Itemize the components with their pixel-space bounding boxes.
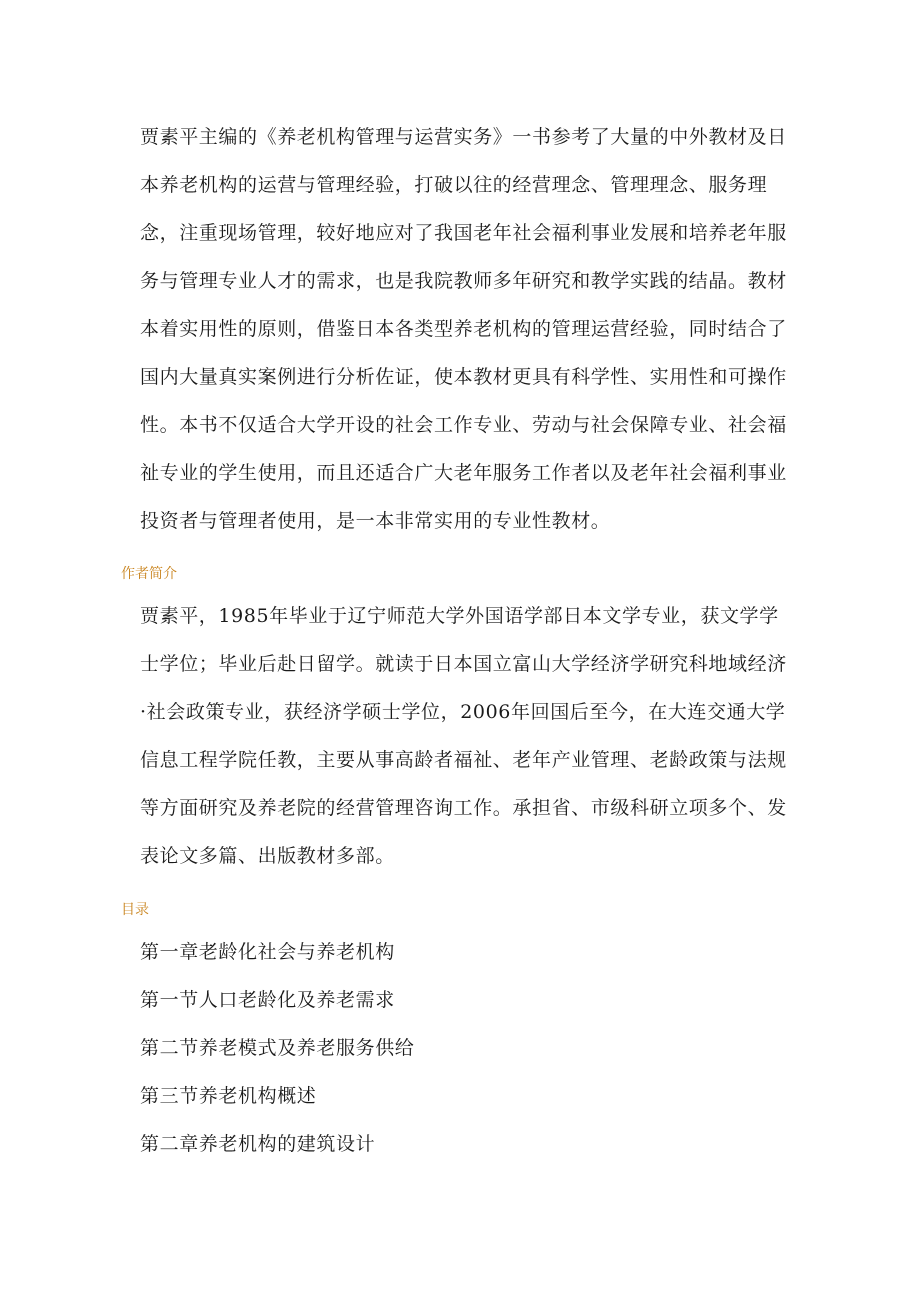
intro-paragraph: 贾素平主编的《养老机构管理与运营实务》一书参考了大量的中外教材及日本养老机构的运营与管理经验，打破以往的经营理念、管理理念、服务理念，注重现场管理，较好地应对了我国老年社会福利事业发展和培养老年服务与管理专业人才的需求，也是我院教师多年研究和教学实践的结晶。教材本着实用性的原则，借鉴日本各类型养老机构的管理运营经验，同时结合了国内大量真实案例进行分析佐证，使本教材更具有科学性、实用性和可操作性。本书不仅适合大学开设的社会工作专业、劳动与社会保障专业、社会福祉专业的学生使用，而且还适合广大老年服务工作者以及老年社会福利事业投资者与管理者使用，是一本非常实用的专业性教材。 (140, 126, 787, 532)
toc-item: 第三节养老机构概述 (140, 1085, 317, 1107)
toc-heading: 目录 (121, 902, 149, 918)
toc-list (140, 928, 414, 1168)
author-heading: 作者简介 (121, 566, 177, 582)
toc-item: 第一节人口老龄化及养老需求 (140, 989, 395, 1011)
author-paragraph: 贾素平，1985年毕业于辽宁师范大学外国语学部日本文学专业，获文学学士学位；毕业后赴日留学。就读于日本国立富山大学经济学研究科地域经济·社会政策专业，获经济学硕士学位，2006年回国后至今，在大连交通大学信息工程学院任教，主要从事高龄者福祉、老年产业管理、老龄政策与法规等方面研究及养老院的经营管理咨询工作。承担省、市级科研立项多个、发表论文多篇、出版教材多部。 (140, 605, 787, 867)
toc-item: 第一章老龄化社会与养老机构 (140, 941, 395, 963)
toc-item: 第二章养老机构的建筑设计 (140, 1133, 376, 1155)
toc-item: 第二节养老模式及养老服务供给 (140, 1037, 415, 1059)
